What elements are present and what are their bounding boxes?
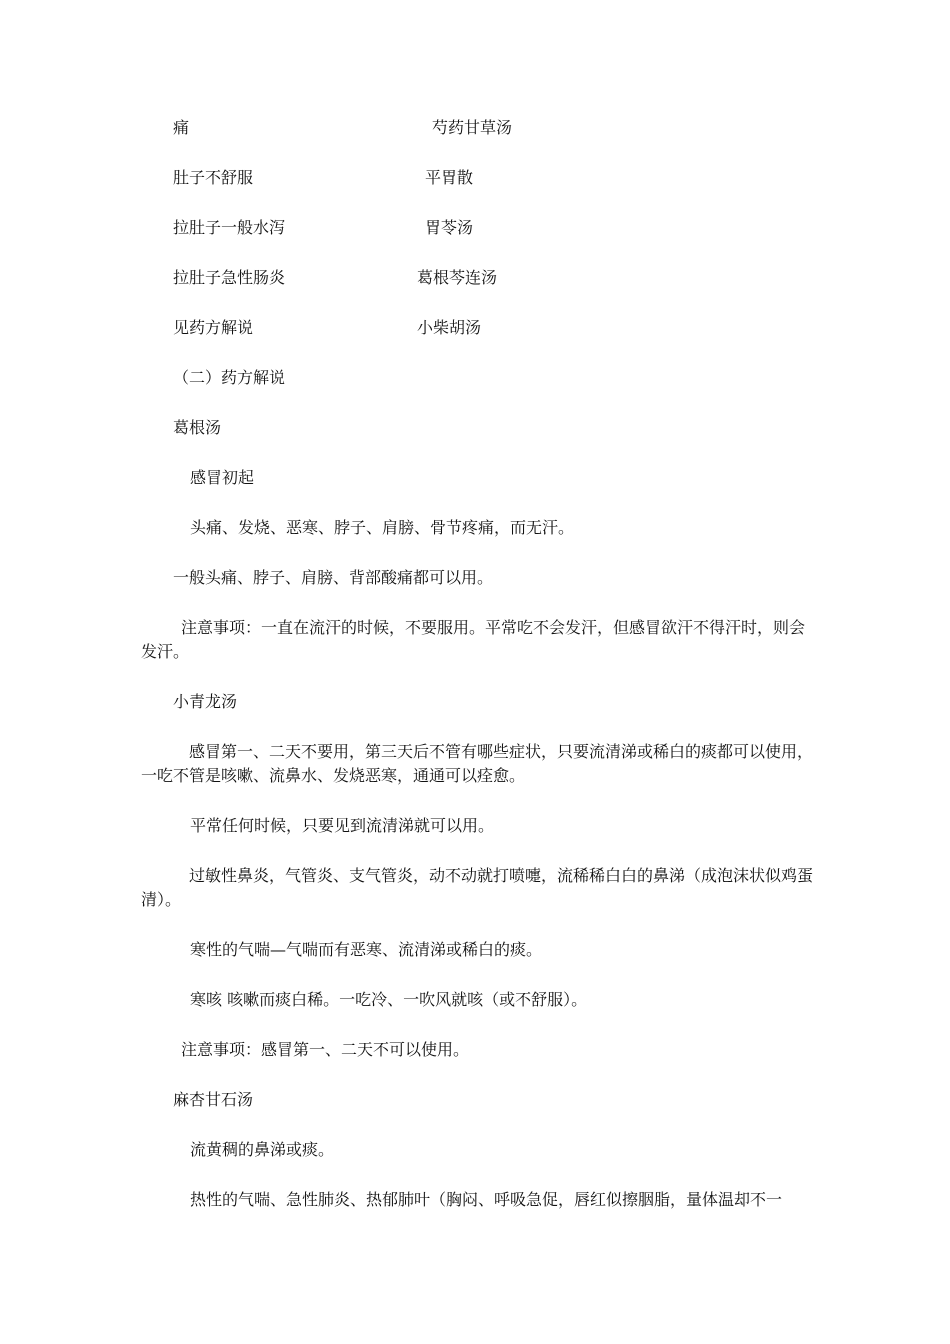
formula-heading: 葛根汤 [173,418,222,437]
formula-heading: 小青龙汤 [173,692,238,711]
paragraph: 热性的气喘、急性肺炎、热郁肺叶（胸闷、呼吸急促，唇红似擦胭脂，量体温却不一 [190,1190,783,1209]
section-title: （二）药方解说 [173,368,286,387]
table-formula: 芍药甘草汤 [432,118,513,137]
paragraph: 流黄稠的鼻涕或痰。 [190,1140,335,1159]
formula-subheading: 感冒初起 [190,468,255,487]
paragraph: 寒性的气喘—气喘而有恶寒、流清涕或稀白的痰。 [190,940,543,959]
paragraph: 感冒第一、二天不要用，第三天后不管有哪些症状，只要流清涕或稀白的痰都可以使用，一吃不管是咳嗽、流鼻水、发烧恶寒，通通可以痊愈。 [141,742,814,785]
table-symptom: 见药方解说 [173,318,254,337]
table-formula: 平胃散 [425,168,474,187]
table-formula: 小柴胡汤 [417,318,482,337]
formula-heading: 麻杏甘石汤 [173,1090,254,1109]
paragraph: 寒咳 咳嗽而痰白稀。一吃冷、一吹风就咳（或不舒服）。 [190,990,588,1009]
table-symptom: 痛 [173,118,190,137]
table-formula: 胃苓汤 [425,218,474,237]
paragraph: 过敏性鼻炎，气管炎、支气管炎，动不动就打喷嚏，流稀稀白白的鼻涕（成泡沫状似鸡蛋清）。 [141,866,814,909]
table-symptom: 肚子不舒服 [173,168,254,187]
table-symptom: 拉肚子一般水泻 [173,218,286,237]
note-paragraph: 注意事项：感冒第一、二天不可以使用。 [181,1040,470,1059]
table-symptom: 拉肚子急性肠炎 [173,268,286,287]
paragraph: 平常任何时候，只要见到流清涕就可以用。 [190,816,495,835]
table-formula: 葛根芩连汤 [417,268,498,287]
note-paragraph: 注意事项：一直在流汗的时候，不要服用。平常吃不会发汗，但感冒欲汗不得汗时，则会发汗。 [141,618,806,661]
paragraph: 一般头痛、脖子、肩膀、背部酸痛都可以用。 [173,568,494,587]
paragraph: 头痛、发烧、恶寒、脖子、肩膀、骨节疼痛，而无汗。 [190,518,575,537]
